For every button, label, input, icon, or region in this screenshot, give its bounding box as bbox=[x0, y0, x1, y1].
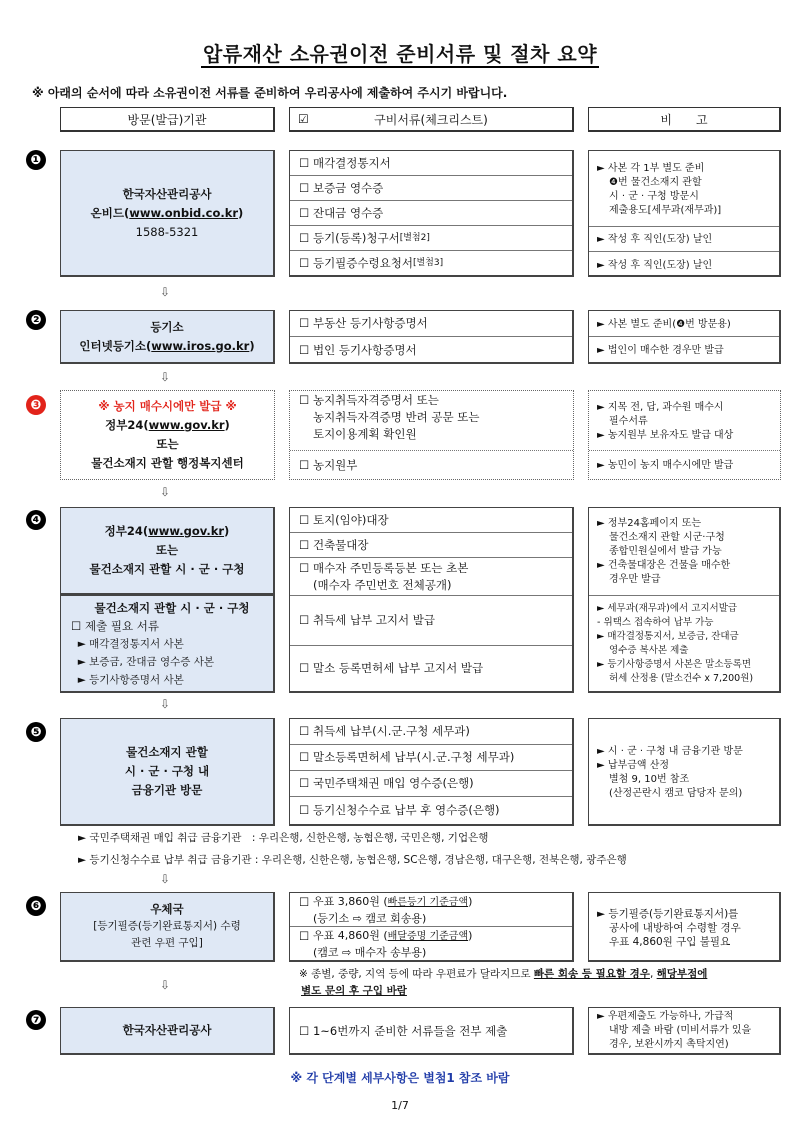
remark-item: ► 우편제출도 가능하나, 가급적 내방 제출 바람 (미비서류가 있을 경우, 보완시까지 촉탁지연) bbox=[597, 1010, 752, 1050]
org-name: 한국자산관리공사 bbox=[122, 186, 212, 201]
doc-item[interactable]: ☐ 매각결정통지서 bbox=[290, 151, 572, 176]
org-name: 물건소재지 관할 시 · 군 · 구청 bbox=[94, 600, 250, 615]
checkbox-icon[interactable]: ☐ bbox=[299, 661, 310, 675]
gov24-link[interactable]: www.gov.kr bbox=[148, 418, 225, 432]
step-5-docs bbox=[289, 718, 574, 826]
step-5-remarks bbox=[588, 718, 781, 826]
remark-item: ► 사본 별도 준비(❹번 방문용) bbox=[589, 311, 779, 337]
step-2-org bbox=[60, 310, 275, 364]
step-3-docs bbox=[289, 390, 574, 480]
doc-item[interactable]: ☐ 국민주택채권 매입 영수증(은행) bbox=[290, 771, 572, 797]
doc-item[interactable]: ☐ 1~6번까지 준비한 서류들을 전부 제출 bbox=[299, 1023, 508, 1038]
remark-item: ► 법인이 매수한 경우만 발급 bbox=[597, 345, 724, 356]
checkbox-icon[interactable]: ☐ bbox=[299, 561, 310, 575]
checkbox-icon[interactable]: ☐ bbox=[299, 230, 310, 245]
org-phone: 1588-5321 bbox=[135, 224, 199, 239]
remark-item: ► 사본 각 1부 별도 준비 ❹번 물건소재지 관할 시 · 군 · 구청 방문시 제출용도[세무과(재무과)] bbox=[589, 151, 779, 227]
step-1-org bbox=[60, 150, 275, 277]
doc-item[interactable]: ☐ 토지(임야)대장 bbox=[290, 508, 572, 533]
footer-note: ※ 각 단계별 세부사항은 별첨1 참조 바람 bbox=[290, 1071, 510, 1085]
checkbox-icon[interactable]: ☐ bbox=[299, 1023, 310, 1038]
checkbox-icon[interactable]: ☐ bbox=[299, 180, 310, 195]
org-name: 물건소재지 관할 bbox=[126, 745, 208, 759]
header-remarks: 비 고 bbox=[588, 107, 781, 132]
header-org: 방문(발급)기관 bbox=[60, 107, 275, 132]
org-name: 물건소재지 관할 시 · 군 · 구청 bbox=[89, 562, 245, 576]
step-4-org bbox=[60, 507, 275, 595]
page-number: 1/7 bbox=[391, 1099, 409, 1112]
doc-item[interactable]: ☐ 취득세 납부 고지서 발급 bbox=[290, 596, 572, 646]
step-2-remarks bbox=[588, 310, 781, 364]
step-3-org bbox=[60, 390, 275, 480]
checkbox-icon[interactable]: ☐ bbox=[299, 929, 310, 943]
doc-item[interactable]: ☐ 말소 등록면허세 납부 고지서 발급 bbox=[299, 661, 484, 675]
doc-item[interactable]: ☐ 등기(등록)청구서 [별첨2] bbox=[290, 226, 572, 251]
org-name: 시 · 군 · 구청 내 bbox=[124, 764, 210, 778]
step-7-org bbox=[60, 1007, 275, 1055]
bank-note: ► 등기신청수수료 납부 취급 금융기관 : 우리은행, 신한은행, 농협은행, SC은행, 경남은행, 대구은행, 전북은행, 광주은행 bbox=[78, 854, 627, 866]
org-name: 우체국 bbox=[150, 902, 184, 916]
submission-item: ► 보증금, 잔대금 영수증 사본 bbox=[77, 655, 215, 668]
org-site: 인터넷등기소(www.iros.go.kr) bbox=[79, 338, 255, 353]
postage-note: ※ 종별, 중량, 지역 등에 따라 우편료가 달라지므로 빠른 회송 등 필요할 경우, 해당부점에 별도 문의 후 구입 바람 bbox=[299, 968, 708, 997]
step-6-number: ❻ bbox=[26, 896, 46, 916]
doc-item[interactable]: ☐ 취득세 납부(시.군.구청 세무과) bbox=[290, 719, 572, 745]
checkbox-icon[interactable]: ☐ bbox=[299, 457, 310, 472]
checkbox-icon[interactable]: ☐ bbox=[299, 750, 310, 764]
org-or: 또는 bbox=[156, 437, 179, 451]
org-site: 정부24(www.gov.kr) bbox=[104, 524, 230, 538]
gov24-link[interactable]: www.gov.kr bbox=[148, 524, 225, 538]
doc-item[interactable]: ☐ 법인 등기사항증명서 bbox=[299, 342, 417, 357]
remark-item: ► 작성 후 직인(도장) 날인 bbox=[597, 259, 713, 271]
checkbox-icon[interactable]: ☐ bbox=[299, 776, 310, 790]
org-site: 온비드(www.onbid.co.kr) bbox=[90, 205, 244, 220]
submission-item: ► 등기사항증명서 사본 bbox=[77, 673, 184, 686]
org-desc: 관련 우편 구입] bbox=[131, 937, 203, 949]
checkbox-icon[interactable]: ☐ bbox=[299, 205, 310, 220]
down-arrow-icon: ⇩ bbox=[160, 978, 171, 992]
checkbox-icon[interactable]: ☐ bbox=[299, 393, 310, 407]
farmland-only-notice: ※ 농지 매수시에만 발급 ※ bbox=[98, 399, 237, 413]
checkbox-icon[interactable]: ☐ bbox=[299, 613, 310, 627]
step-1-docs bbox=[289, 150, 574, 277]
doc-item[interactable]: ☐ 우표 3,860원 (빠른등기 기준금액) (등기소 ⇨ 캠코 회송용) bbox=[290, 893, 572, 927]
checkbox-icon[interactable]: ☐ bbox=[299, 512, 310, 527]
checkbox-icon[interactable]: ☐ bbox=[71, 618, 82, 633]
remark-item: ► 등기필증(등기완료통지서)를 공사에 내방하여 수령할 경우 우표 4,860원 구입 불필요 bbox=[597, 908, 741, 948]
doc-item[interactable]: ☐ 건축물대장 bbox=[290, 533, 572, 558]
onbid-link[interactable]: www.onbid.co.kr bbox=[129, 205, 239, 220]
remark-item: ► 정부24홈페이지 또는 물건소재지 관할 시군·구청 종합민원실에서 발급 가능 ► 건축물대장은 건물을 매수한 경우만 발급 bbox=[589, 508, 779, 596]
step-6-docs bbox=[289, 892, 574, 962]
remark-item: ► 지목 전, 답, 과수원 매수시 필수서류 ► 농지원부 보유자도 발급 대상 bbox=[589, 391, 780, 451]
step-4-submission bbox=[60, 595, 275, 693]
step-6-org bbox=[60, 892, 275, 962]
org-name: 물건소재지 관할 행정복지센터 bbox=[91, 456, 244, 470]
doc-item[interactable]: ☐ 농지원부 bbox=[299, 457, 358, 472]
header-docs-label: 구비서류(체크리스트) bbox=[374, 112, 488, 127]
submission-heading: ☐ 제출 필요 서류 bbox=[71, 618, 159, 633]
doc-item[interactable]: ☐ 잔대금 영수증 bbox=[290, 201, 572, 226]
org-desc: [등기필증(등기완료통지서) 수령 bbox=[93, 920, 241, 932]
step-4-docs bbox=[289, 507, 574, 693]
org-name: 금융기관 방문 bbox=[131, 783, 203, 797]
down-arrow-icon: ⇩ bbox=[160, 285, 171, 299]
step-5-number: ❺ bbox=[26, 722, 46, 742]
down-arrow-icon: ⇩ bbox=[160, 872, 171, 886]
doc-item[interactable]: ☐ 부동산 등기사항증명서 bbox=[290, 311, 572, 337]
checkbox-icon[interactable]: ☐ bbox=[299, 895, 310, 909]
page-title: 압류재산 소유권이전 준비서류 및 절차 요약 bbox=[202, 42, 598, 66]
checkbox-icon[interactable]: ☐ bbox=[299, 256, 310, 270]
step-3-number: ❸ bbox=[26, 395, 46, 415]
down-arrow-icon: ⇩ bbox=[160, 485, 171, 499]
step-7-remarks bbox=[588, 1007, 781, 1055]
doc-item[interactable]: ☐ 보증금 영수증 bbox=[290, 176, 572, 201]
doc-item[interactable]: ☐ 등기신청수수료 납부 후 영수증(은행) bbox=[299, 802, 500, 817]
step-4-number: ❹ bbox=[26, 510, 46, 530]
step-7-docs bbox=[289, 1007, 574, 1055]
step-6-remarks bbox=[588, 892, 781, 962]
org-site: 정부24(www.gov.kr) bbox=[105, 418, 230, 432]
doc-item[interactable]: ☐ 매수자 주민등록등본 또는 초본 (매수자 주민번호 전체공개) bbox=[290, 558, 572, 596]
doc-item[interactable]: ☐ 농지취득자격증명서 또는 농지취득자격증명 반려 공문 또는 토지이용계획 확인원 bbox=[290, 391, 573, 451]
remark-item: ► 세무과(재무과)에서 고지서발급 - 위택스 접속하여 납부 가능 ► 매각결정통지서, 보증금, 잔대금 영수증 복사본 제출 ► 등기사항증명서 사본은 말소등록면 허세 산정용 (말소건수 x 7,200원) bbox=[597, 602, 754, 684]
org-or: 또는 bbox=[155, 543, 179, 557]
bank-note: ► 국민주택채권 매입 취급 금융기관 : 우리은행, 신한은행, 농협은행, 국민은행, 기업은행 bbox=[78, 832, 489, 844]
checkbox-icon[interactable]: ☐ bbox=[299, 802, 310, 817]
doc-item[interactable]: ☐ 우표 4,860원 (배달증명 기준금액) (캠코 ⇨ 매수자 송부용) bbox=[299, 929, 473, 959]
header-docs bbox=[289, 107, 574, 132]
checkbox-icon[interactable]: ☐ bbox=[299, 342, 310, 357]
org-name: 한국자산관리공사 bbox=[122, 1023, 212, 1037]
step-1-number: ❶ bbox=[26, 150, 46, 170]
step-2-docs bbox=[289, 310, 574, 364]
step-4-remarks bbox=[588, 507, 781, 693]
submission-item: ► 매각결정통지서 사본 bbox=[77, 637, 184, 650]
checkbox-icon[interactable]: ☐ bbox=[299, 316, 310, 330]
checkbox-icon[interactable]: ☐ bbox=[299, 155, 310, 170]
doc-item[interactable]: ☐ 말소등록면허세 납부(시.군.구청 세무과) bbox=[290, 745, 572, 771]
step-5-org bbox=[60, 718, 275, 826]
step-2-number: ❷ bbox=[26, 310, 46, 330]
step-1-remarks bbox=[588, 150, 781, 277]
step-7-number: ❼ bbox=[26, 1010, 46, 1030]
iros-link[interactable]: www.iros.go.kr bbox=[151, 338, 250, 353]
org-name: 등기소 bbox=[150, 319, 184, 334]
down-arrow-icon: ⇩ bbox=[160, 370, 171, 384]
checkbox-checked-icon: ☑ bbox=[298, 112, 309, 126]
step-3-remarks bbox=[588, 390, 781, 480]
checkbox-icon[interactable]: ☐ bbox=[299, 537, 310, 552]
remark-item: ► 시 · 군 · 구청 내 금융기관 방문 ► 납부금액 산정 별첨 9, 10번 참조 (산정곤란시 캠코 담당자 문의) bbox=[597, 746, 743, 799]
checkbox-icon[interactable]: ☐ bbox=[299, 724, 310, 738]
remark-item: ► 작성 후 직인(도장) 날인 bbox=[589, 227, 779, 252]
down-arrow-icon: ⇩ bbox=[160, 697, 171, 711]
doc-item[interactable]: ☐ 등기필증수령요청서 [별첨3] bbox=[299, 256, 444, 270]
intro-text: ※ 아래의 순서에 따라 소유권이전 서류를 준비하여 우리공사에 제출하여 주시기 바랍니다. bbox=[32, 86, 508, 100]
remark-item: ► 농민이 농지 매수시에만 발급 bbox=[597, 460, 734, 471]
